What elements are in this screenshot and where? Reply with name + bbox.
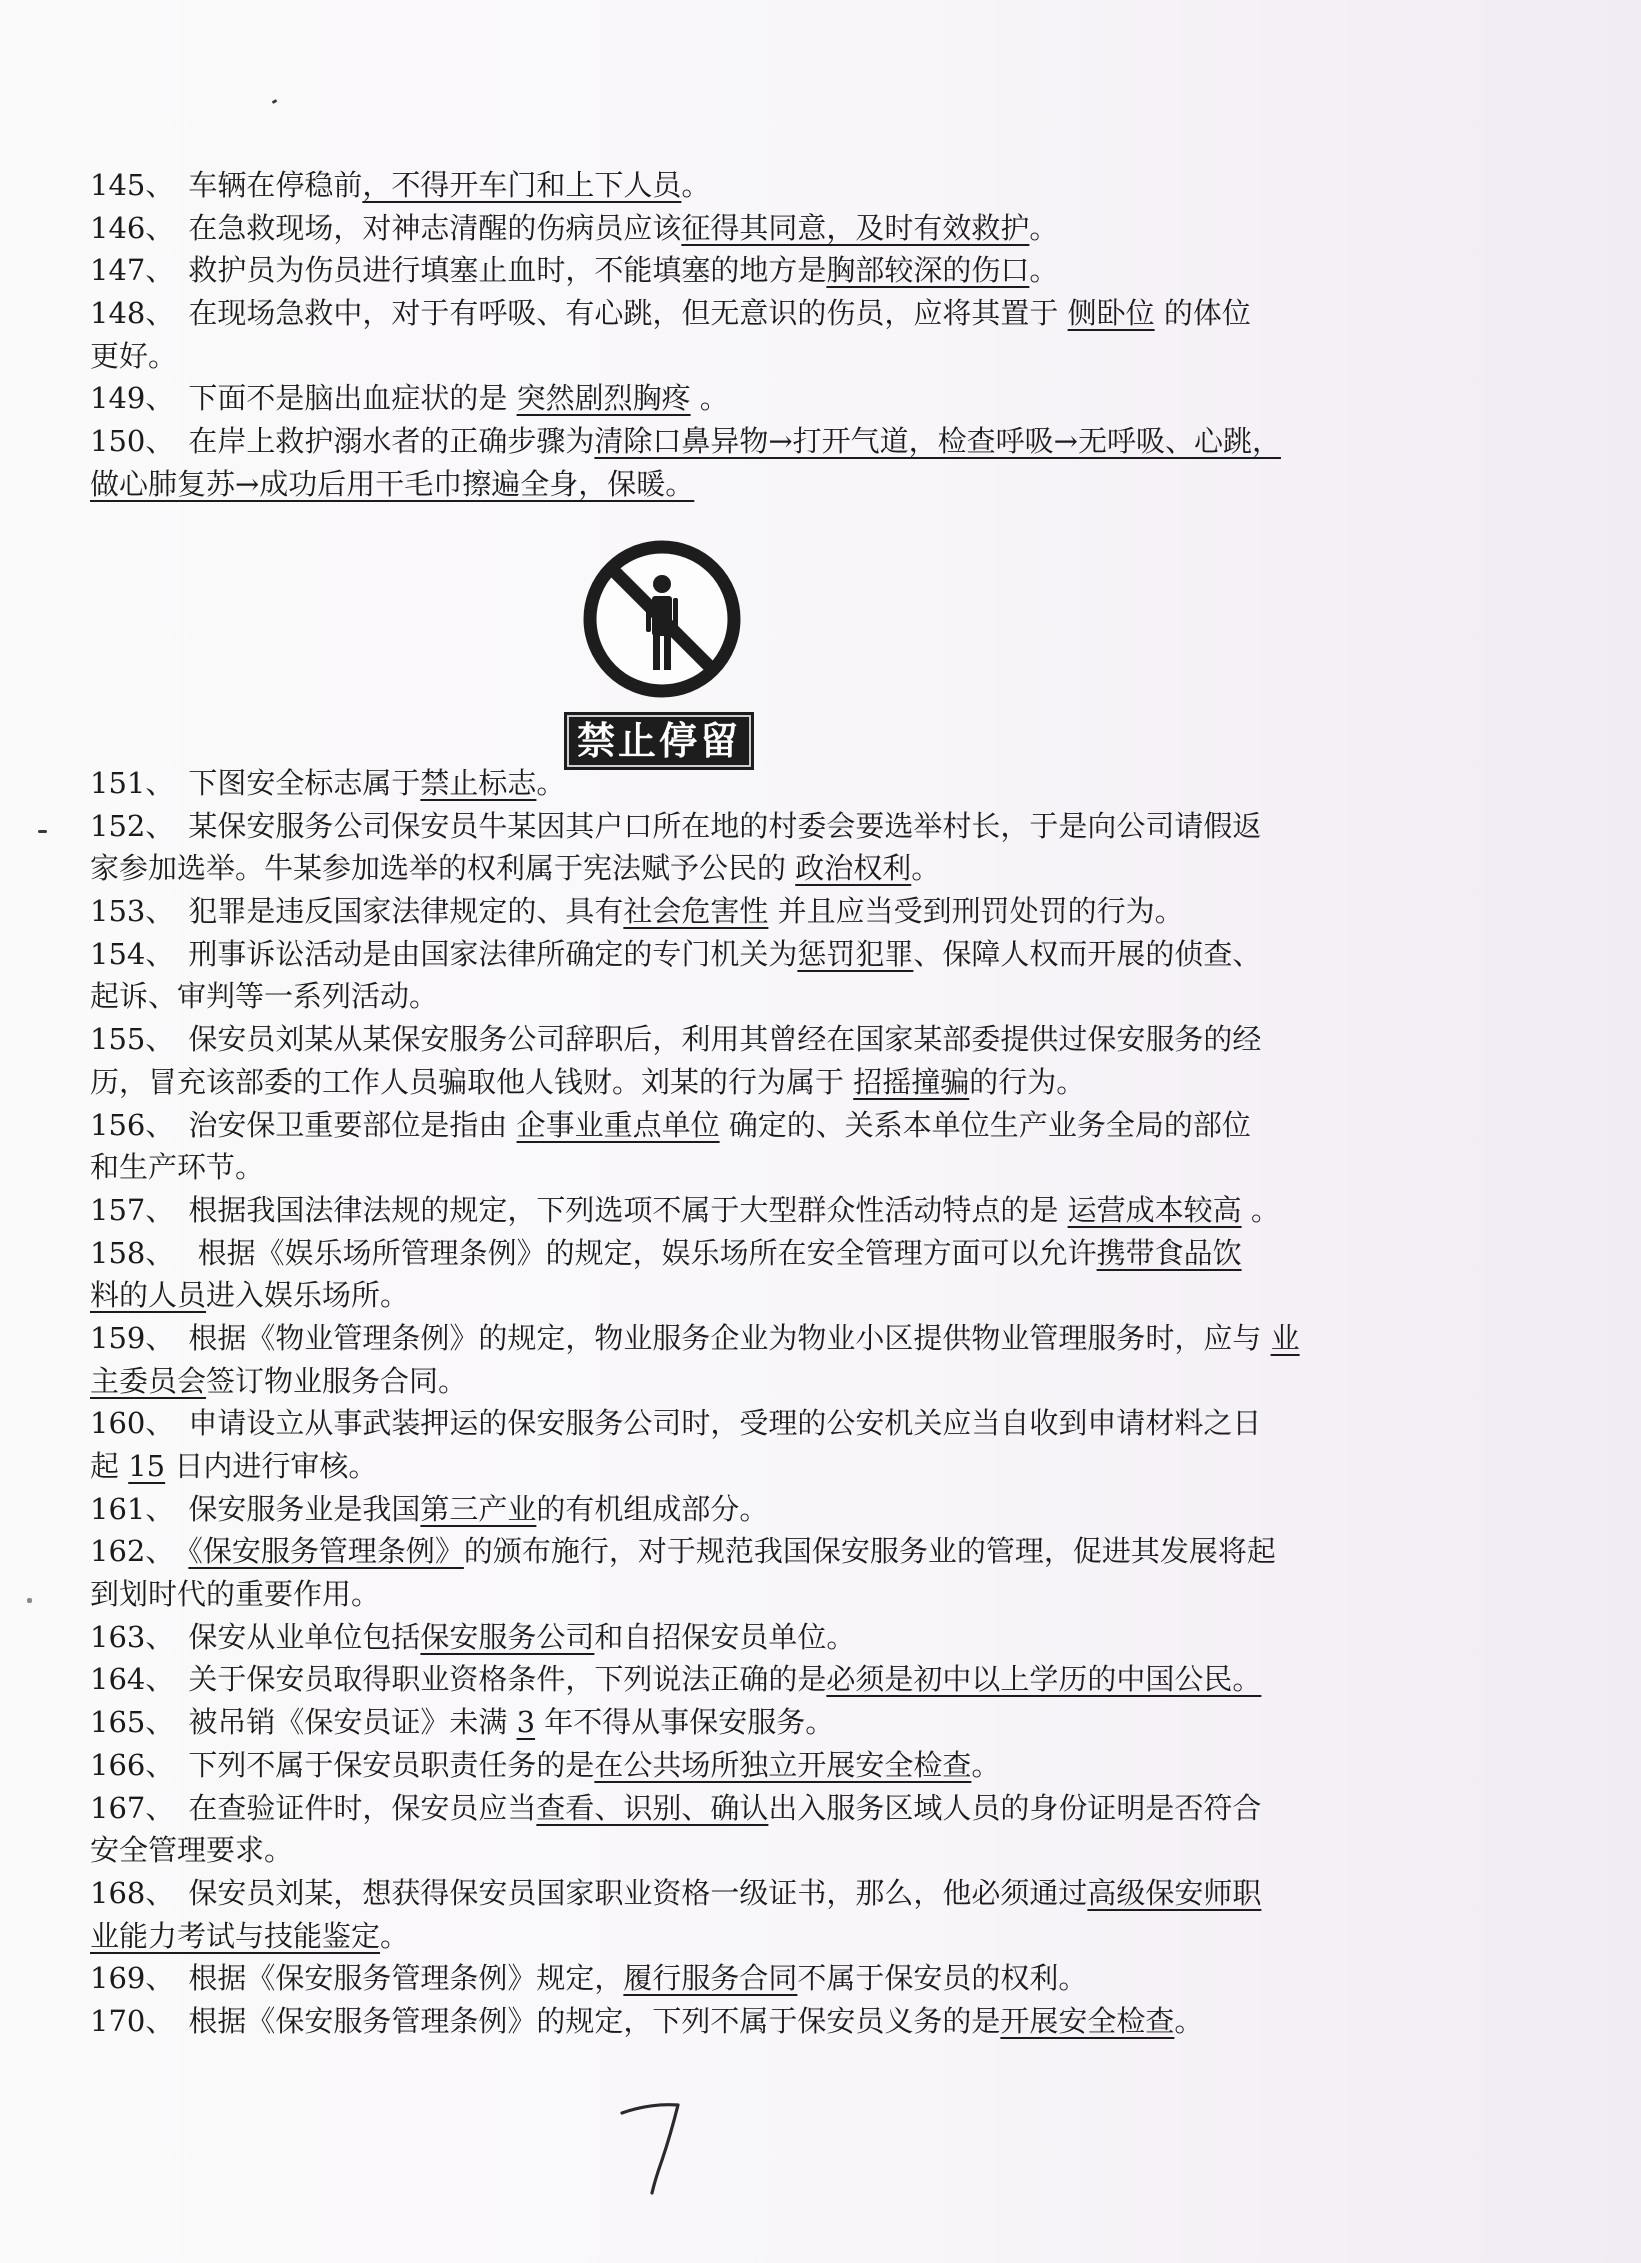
question-list-top [90,164,1340,506]
question-153 [90,890,1340,933]
question-text: 年不得从事保安服务。 [535,1705,835,1740]
question-169 [90,1957,1340,2000]
answer-underline: 业 [1270,1320,1300,1355]
question-text: 到划时代的重要作用。 [90,1577,381,1612]
question-145 [90,164,1340,207]
question-text: 。 [380,1918,410,1953]
question-167 [90,1787,1340,1872]
question-166 [90,1744,1340,1787]
question-line [90,847,1340,890]
answer-underline: 运营成本较高 [1067,1192,1242,1227]
question-line [90,890,1340,933]
answer-underline: 3 [516,1705,536,1740]
question-159 [90,1317,1340,1402]
question-text: 并且应当受到刑罚处罚的行为。 [768,894,1184,929]
question-line [90,1744,1340,1787]
question-line [90,1360,1340,1403]
question-line [90,164,1340,207]
question-text: 下面不是脑出血症状的是 [188,381,517,416]
question-number: 145、 [90,168,175,202]
question-number: 164、 [90,1662,175,1697]
question-text: 。 [690,381,729,416]
answer-underline: 侧卧位 [1067,296,1155,331]
answer-underline: 惩罚犯罪 [797,936,914,971]
question-text: 关于保安员取得职业资格条件，下列说法正确的是 [188,1662,827,1697]
question-number: 153、 [90,894,175,929]
question-150 [90,420,1340,505]
scan-speck [38,830,47,833]
question-number: 168、 [90,1875,175,1910]
question-text: 根据《娱乐场所管理条例》的规定，娱乐场所在安全管理方面可以允许 [188,1235,1097,1270]
question-text: 。 [911,851,941,886]
question-text: 确定的、关系本单位生产业务全局的部位 [719,1107,1251,1142]
question-number: 156、 [90,1107,175,1142]
question-text: 起诉、审判等一系列活动。 [90,979,439,1014]
question-text: 、保障人权而开展的侦查、 [913,936,1262,971]
answer-underline: 《保安服务管理条例》 [188,1534,464,1569]
question-number: 146、 [90,210,175,245]
answer-underline: 保安服务公司 [420,1619,595,1654]
question-line [90,1915,1340,1958]
question-text: 的行为。 [969,1064,1086,1099]
question-146 [90,207,1340,250]
question-line [90,1061,1340,1104]
question-number: 151、 [90,766,175,800]
question-number: 147、 [90,253,175,288]
question-text: 。 [536,766,566,800]
question-line [90,377,1340,420]
question-number: 169、 [90,1961,175,1996]
scan-speck [272,99,278,104]
answer-underline: 政治权利 [795,851,912,886]
question-text: 保安员刘某，想获得保安员国家职业资格一级证书，那么，他必须通过 [188,1875,1088,1910]
question-147 [90,249,1340,292]
question-line [90,1232,1340,1275]
question-text: 下列不属于保安员职责任务的是 [188,1747,595,1782]
question-text: 被吊销《保安员证》未满 [188,1705,517,1740]
answer-underline: 招摇撞骗 [853,1064,970,1099]
question-line [90,805,1340,848]
question-text: 和自招保安员单位。 [594,1619,856,1654]
question-text: 。 [1174,2003,1204,2038]
question-line [90,1402,1340,1445]
question-line [90,1445,1340,1488]
question-text: 根据《物业管理条例》的规定，物业服务企业为物业小区提供物业管理服务时，应与 [188,1320,1271,1355]
question-list-bottom [90,762,1340,2043]
answer-underline: 清除口鼻异物→打开气道，检查呼吸→无呼吸、心跳， [594,424,1281,459]
question-164 [90,1658,1340,1701]
question-line [90,1146,1340,1189]
answer-underline: 突然剧烈胸疼 [516,381,691,416]
handwritten-page-number [610,2085,700,2200]
question-text: 。 [1029,253,1059,288]
question-text: 更好。 [90,338,178,373]
question-number: 170、 [90,2003,175,2038]
question-text: 和生产环节。 [90,1150,265,1185]
question-line [90,1701,1340,1744]
question-line [90,1488,1340,1531]
question-text: 。 [1241,1192,1280,1227]
question-158 [90,1232,1340,1317]
question-line [90,463,1340,506]
question-157 [90,1189,1340,1232]
question-text: 申请设立从事武装押运的保安服务公司时，受理的公安机关应当自收到申请材料之日 [188,1406,1262,1441]
question-line [90,1829,1340,1872]
question-text: 进入娱乐场所。 [206,1278,410,1313]
question-number: 152、 [90,808,175,843]
answer-underline: 高级保安师职 [1087,1875,1262,1910]
question-text: 根据《保安服务管理条例》规定， [188,1961,624,1996]
question-line [90,1957,1340,2000]
question-170 [90,2000,1340,2043]
question-165 [90,1701,1340,1744]
question-number: 150、 [90,424,175,459]
question-number: 165、 [90,1705,175,1740]
question-154 [90,933,1340,1018]
question-number: 167、 [90,1790,175,1825]
question-line [90,1872,1340,1915]
question-text: 签订物业服务合同。 [206,1363,468,1398]
answer-underline: 开展安全检查 [1000,2003,1175,2038]
question-text: 家参加选举。牛某参加选举的权利属于宪法赋予公民的 [90,851,796,886]
question-line [90,249,1340,292]
question-text: 。 [1029,210,1059,245]
question-text: 犯罪是违反国家法律规定的、具有 [188,894,624,929]
question-161 [90,1488,1340,1531]
question-text: 的有机组成部分。 [536,1491,769,1526]
question-text: 车辆在停稳前 [188,168,363,202]
question-text: 。 [681,168,711,202]
question-line [90,207,1340,250]
question-text: 不属于保安员的权利。 [797,1961,1088,1996]
question-number: 154、 [90,936,175,971]
answer-underline: 征得其同意，及时有效救护 [681,210,1030,245]
question-line [90,1274,1340,1317]
question-text: 。 [971,1747,1001,1782]
answer-underline: 15 [128,1449,166,1483]
question-160 [90,1402,1340,1487]
question-line [90,1573,1340,1616]
question-line [90,762,1340,805]
question-text: 在查验证件时，保安员应当 [188,1790,537,1825]
answer-underline: 第三产业 [420,1491,537,1526]
question-text: 历，冒充该部委的工作人员骗取他人钱财。刘某的行为属于 [90,1064,854,1099]
question-number: 160、 [90,1406,175,1441]
safety-sign-label: 禁止停留 [564,712,754,770]
question-155 [90,1018,1340,1103]
answer-underline: 禁止标志 [420,766,537,800]
question-text: 出入服务区域人员的身份证明是否符合 [768,1790,1262,1825]
question-text: 在岸上救护溺水者的正确步骤为 [188,424,595,459]
question-number: 149、 [90,381,175,416]
answer-underline: 查看、识别、确认 [536,1790,769,1825]
question-149 [90,377,1340,420]
question-168 [90,1872,1340,1957]
question-number: 159、 [90,1320,175,1355]
question-text: 安全管理要求。 [90,1833,294,1868]
question-162 [90,1530,1340,1615]
question-line [90,1530,1340,1573]
answer-underline: 必须是初中以上学历的中国公民。 [826,1662,1262,1697]
question-text: 在现场急救中，对于有呼吸、有心跳，但无意识的伤员，应将其置于 [188,296,1068,331]
scan-speck [27,1598,32,1603]
question-text: 治安保卫重要部位是指由 [188,1107,517,1142]
question-text: 刑事诉讼活动是由国家法律所确定的专门机关为 [188,936,798,971]
answer-underline: 胸部较深的伤口 [826,253,1030,288]
question-line [90,975,1340,1018]
question-number: 158、 [90,1235,175,1270]
question-number: 162、 [90,1534,175,1569]
question-line [90,292,1340,335]
question-text: 在急救现场，对神志清醒的伤病员应该 [188,210,682,245]
answer-underline: 在公共场所独立开展安全检查 [594,1747,972,1782]
question-152 [90,805,1340,890]
question-text: 根据我国法律法规的规定，下列选项不属于大型群众性活动特点的是 [188,1192,1068,1227]
answer-underline: 业能力考试与技能鉴定 [90,1918,381,1953]
answer-underline: 企事业重点单位 [516,1107,720,1142]
question-text: 保安服务业是我国 [188,1491,421,1526]
question-text: 保安从业单位包括 [188,1619,421,1654]
question-line [90,335,1340,378]
question-148 [90,292,1340,377]
answer-underline: ，不得开车门和上下人员 [362,168,682,202]
question-number: 155、 [90,1022,175,1057]
question-text: 根据《保安服务管理条例》的规定，下列不属于保安员义务的是 [188,2003,1001,2038]
question-text: 的体位 [1154,296,1251,331]
answer-underline: 主委员会 [90,1363,207,1398]
answer-underline: 履行服务合同 [623,1961,798,1996]
question-text: 起 [90,1449,129,1483]
question-number: 163、 [90,1619,175,1654]
question-line [90,1018,1340,1061]
question-text: 下图安全标志属于 [188,766,421,800]
answer-underline: 携带食品饮 [1096,1235,1242,1270]
question-number: 166、 [90,1747,175,1782]
question-line [90,420,1340,463]
answer-underline: 社会危害性 [623,894,769,929]
question-line [90,933,1340,976]
question-line [90,1787,1340,1830]
question-line [90,1189,1340,1232]
question-line [90,1104,1340,1147]
question-text: 日内进行审核。 [165,1449,378,1483]
question-text: 某保安服务公司保安员牛某因其户口所在地的村委会要选举村长，于是向公司请假返 [188,808,1262,843]
question-line [90,1317,1340,1360]
question-163 [90,1616,1340,1659]
question-line [90,1616,1340,1659]
question-number: 157、 [90,1192,175,1227]
question-line [90,2000,1340,2043]
question-text: 的颁布施行，对于规范我国保安服务业的管理，促进其发展将起 [463,1534,1276,1569]
answer-underline: 料的人员 [90,1278,207,1313]
no-standing-sign-icon [560,520,764,720]
question-number: 148、 [90,296,175,331]
answer-underline: 做心肺复苏→成功后用干毛巾擦遍全身，保暖。 [90,466,695,501]
question-text: 保安员刘某从某保安服务公司辞职后，利用其曾经在国家某部委提供过保安服务的经 [188,1022,1262,1057]
question-number: 161、 [90,1491,175,1526]
question-text: 救护员为伤员进行填塞止血时，不能填塞的地方是 [188,253,827,288]
question-156 [90,1104,1340,1189]
question-151 [90,762,1340,805]
question-line [90,1658,1340,1701]
